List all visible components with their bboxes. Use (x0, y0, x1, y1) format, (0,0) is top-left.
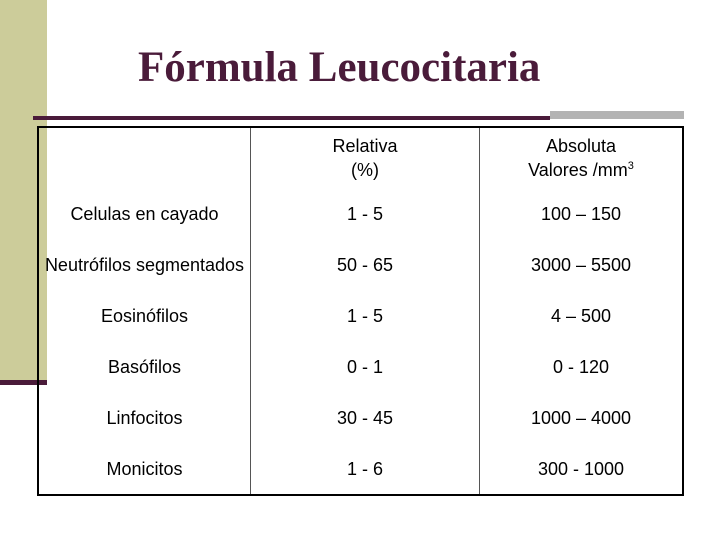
header-absolute-exponent: 3 (627, 160, 634, 172)
table-row (38, 443, 683, 495)
header-absolute (480, 127, 684, 188)
page-title: Fórmula Leucocitaria (138, 44, 541, 91)
row-absolute: 1000 – 4000 (530, 407, 632, 428)
header-relative-line2: (%) (351, 160, 379, 180)
row-relative: 1 - 5 (251, 290, 480, 341)
row-name: Basófilos (38, 341, 251, 392)
row-relative: 0 - 1 (251, 341, 480, 392)
leukocyte-formula-table (37, 126, 684, 496)
header-relative-line1: Relativa (332, 136, 398, 156)
header-absolute-line2 (528, 160, 634, 180)
header-absolute-unit: Valores /mm (528, 160, 628, 180)
row-name: Monicitos (38, 443, 251, 495)
table-row (38, 341, 683, 392)
header-relative (251, 127, 480, 188)
table-row (38, 188, 683, 239)
row-name: Linfocitos (38, 392, 251, 443)
row-absolute: 3000 – 5500 (530, 254, 632, 275)
row-name: Eosinófilos (38, 290, 251, 341)
row-absolute: 0 - 120 (552, 356, 610, 377)
row-absolute: 300 - 1000 (537, 458, 625, 479)
header-empty-cell (38, 127, 251, 188)
row-absolute: 4 – 500 (550, 305, 612, 326)
table-row (38, 290, 683, 341)
title-underline (33, 116, 550, 120)
row-absolute: 100 – 150 (540, 203, 622, 224)
row-relative: 50 - 65 (251, 239, 480, 290)
row-relative: 30 - 45 (251, 392, 480, 443)
row-relative: 1 - 5 (251, 188, 480, 239)
title-underline-gray (550, 111, 684, 119)
row-name: Celulas en cayado (38, 188, 251, 239)
row-name: Neutrófilos segmentados (38, 239, 251, 290)
header-absolute-line1: Absoluta (545, 136, 617, 156)
table-row (38, 392, 683, 443)
table-row (38, 239, 683, 290)
table-header-row (38, 127, 683, 188)
row-relative: 1 - 6 (251, 443, 480, 495)
